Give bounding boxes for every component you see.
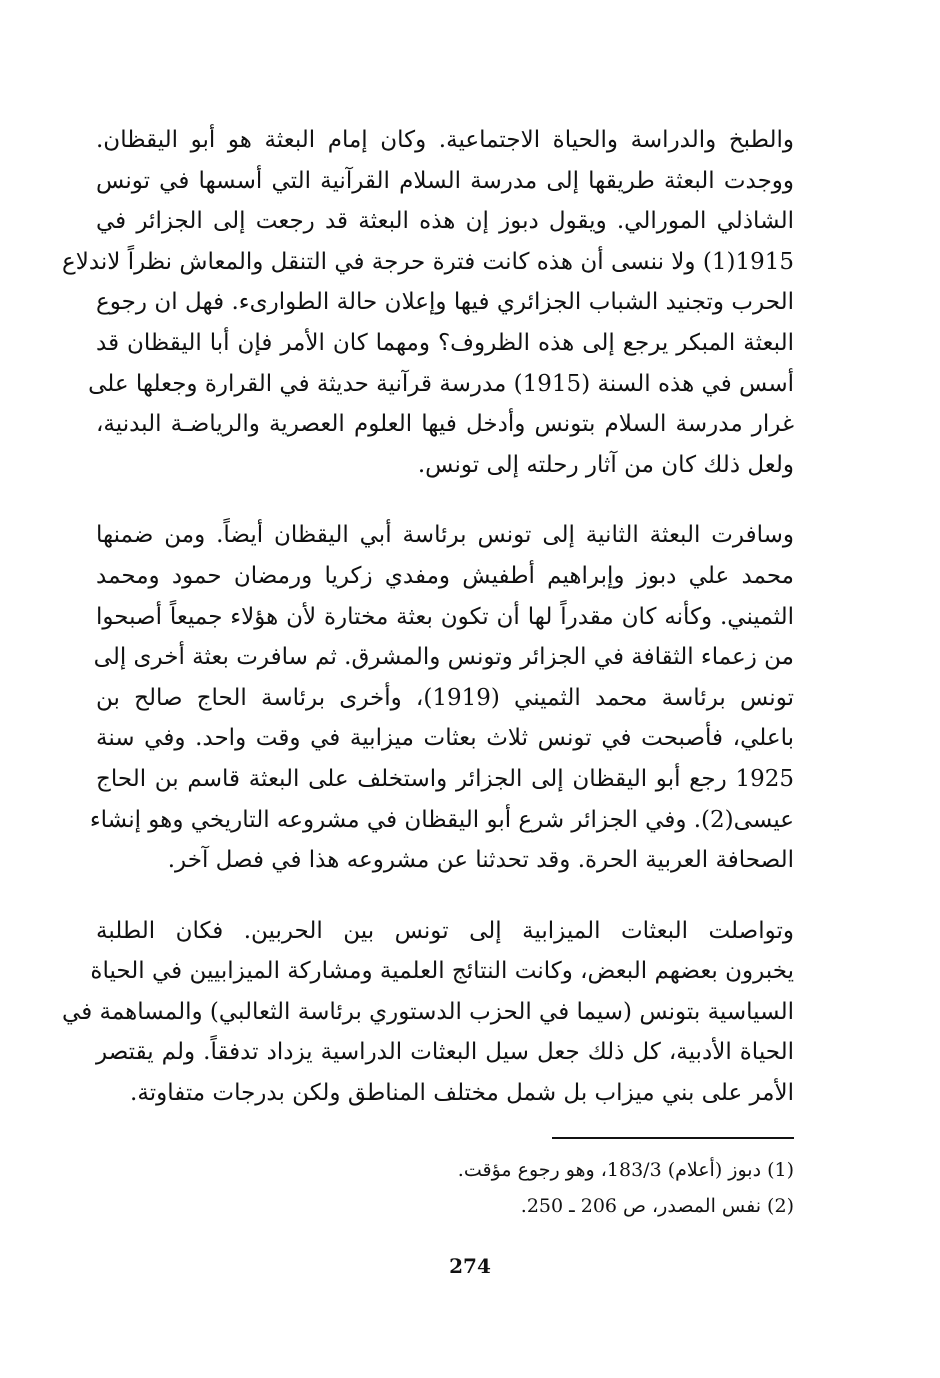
- footnote-1: (1) دبوز (أعلام) 183/3، وهو رجوع مؤقت.: [457, 1159, 794, 1181]
- text-line: 1915(1) ولا ننسى أن هذه كانت فترة حرجة في التنقل والمعاش نظراً لاندلاع: [61, 248, 794, 275]
- text-line: الثميني. وكأنه كان مقدراً لها أن تكون بعثة مختارة لأن هؤلاء جميعاً أصبحوا: [96, 603, 794, 630]
- text-line: وتواصلت البعثات الميزابية إلى تونس بين الحربين. فكان الطلبة: [96, 917, 794, 944]
- text-line: البعثة المبكر يرجع إلى هذه الظروف؟ ومهما كان الأمر فإن أبا اليقظان قد: [96, 329, 794, 356]
- paragraph-gap: [96, 485, 794, 515]
- paragraph-3: [62, 911, 794, 1114]
- text-line: الحرب وتجنيد الشباب الجزائري فيها وإعلان حالة الطوارىء. فهل ان رجوع: [96, 289, 794, 316]
- footnote-2: (2) نفس المصدر، ص 206 ـ 250.: [520, 1195, 794, 1217]
- footnotes: [96, 1152, 794, 1224]
- paragraph-1: [61, 120, 794, 485]
- footnote-divider: [552, 1137, 794, 1139]
- text-line: وسافرت البعثة الثانية إلى تونس برئاسة أبي اليقظان أيضاً. ومن ضمنها: [96, 522, 794, 549]
- text-line: الحياة الأدبية، كل ذلك جعل سيل البعثات الدراسية يزداد تدفقاً. ولم يقتصر: [96, 1039, 794, 1066]
- text-line: محمد علي دبوز وإبراهيم أطفيش ومفدي زكريا ورمضان حمود ومحمد: [96, 562, 794, 589]
- text-line: أسس في هذه السنة (1915) مدرسة قرآنية حديثة في القرارة وجعلها على: [88, 370, 794, 397]
- paragraph-2: [89, 515, 794, 880]
- paragraph-gap: [96, 881, 794, 911]
- text-line: والطبخ والدراسة والحياة الاجتماعية. وكان إمام البعثة هو أبو اليقظان.: [96, 127, 794, 153]
- text-line: الشاذلي المورالي. ويقول دبوز إن هذه البعثة قد رجعت إلى الجزائر في: [96, 208, 794, 235]
- text-line: غرار مدرسة السلام بتونس وأدخل فيها العلوم العصرية والرياضـة البدنية،: [96, 411, 794, 438]
- page-number: 274: [449, 1254, 491, 1278]
- text-line: تونس برئاسة محمد الثميني (1919)، وأخرى برئاسة الحاج صالح بن: [96, 684, 794, 711]
- text-line: السياسية بتونس (سيما في الحزب الدستوري برئاسة الثعالبي) والمساهمة في: [62, 998, 794, 1025]
- text-line: الصحافة العربية الحرة. وقد تحدثنا عن مشروعه هذا في فصل آخر.: [167, 847, 794, 874]
- text-line: الأمر على بني ميزاب بل شمل مختلف المناطق ولكن بدرجات متفاوتة.: [130, 1080, 794, 1107]
- text-line: باعلي، فأصبحت في تونس ثلاث بعثات ميزابية في وقت واحد. وفي سنة: [96, 725, 794, 752]
- text-line: من زعماء الثقافة في الجزائر وتونس والمشرق. ثم سافرت بعثة أخرى إلى: [93, 644, 794, 671]
- page-body: [61, 120, 794, 1114]
- text-line: عيسى(2). وفي الجزائر شرع أبو اليقظان في مشروعه التاريخي وهو إنشاء: [89, 806, 794, 833]
- text-line: ولعل ذلك كان من آثار رحلته إلى تونس.: [417, 451, 794, 478]
- text-line: 1925 رجع أبو اليقظان إلى الجزائر واستخلف على البعثة قاسم بن الحاج: [96, 765, 794, 792]
- text-line: ووجدت البعثة طريقها إلى مدرسة السلام القرآنية التي أسسها في تونس: [96, 167, 794, 194]
- text-line: يخبرون بعضهم البعض، وكانت النتائج العلمية ومشاركة الميزابيين في الحياة: [90, 958, 794, 985]
